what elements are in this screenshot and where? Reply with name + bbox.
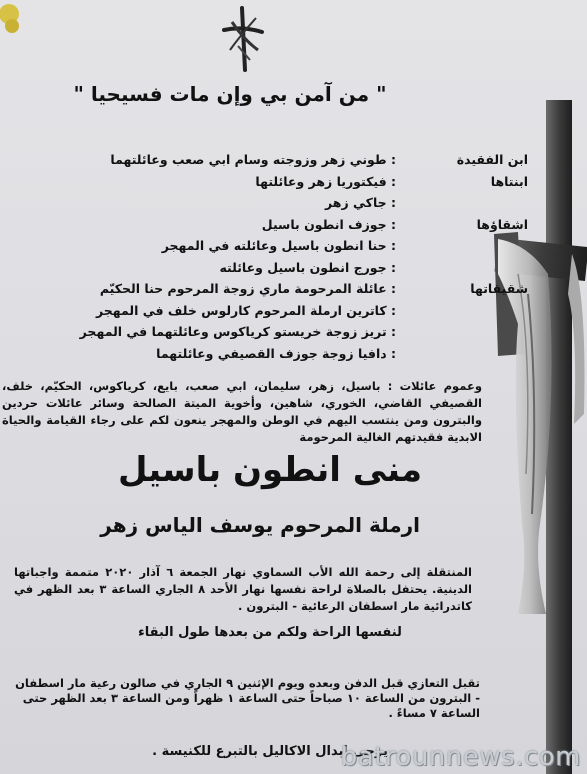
cross-with-cloth-image (488, 94, 587, 774)
family-entry: : جورج انطون باسيل وعائلته (219, 259, 396, 275)
watermark: batrounnews.com (340, 742, 581, 772)
family-entry: : تريز زوجة خريستو كرياكوس وعائلتهما في المهجر (79, 324, 396, 339)
pin-icon (0, 0, 22, 36)
family-entry: : دافيا زوجة جوزف القصيفي وعائلتهما (156, 345, 396, 361)
family-entry: : فيكتوريا زهر وعائلتها (255, 173, 396, 189)
family-entry: : جاكي زهر (325, 195, 396, 210)
family-entry: : حنا انطون باسيل وعائلته في المهجر (161, 238, 396, 253)
family-label: اشقاؤها (476, 216, 528, 232)
family-label: شقيقاتها (470, 281, 528, 296)
widow-line: ارملة المرحوم يوسف الياس زهر (100, 513, 420, 537)
crucifix-icon (218, 6, 268, 72)
family-entry: : عائلة المرحومة ماري زوجة المرحوم حنا الحكيّم (99, 281, 396, 296)
deceased-name: منى انطون باسيل (117, 450, 423, 490)
funeral-paragraph: المنتقلة إلى رحمة الله الأب السماوي نهار الجمعة ٦ آذار ٢٠٢٠ متممة واجباتها الدينية. يحتفل بالصلاة لراحة نفسها نهار الأحد ٨ الجاري الساعة ٣ بعد الظهر في كاتدرائية مار اسطفان الرعائية - البترون . (14, 565, 472, 613)
condolences-paragraph: تقبل التعازي قبل الدفن وبعده ويوم الإثنين ٩ الجاري في صالون رعية مار اسطفان - البترون من الساعة ١٠ صباحاً حتى الساعة ١ ظهراً ومن الساعة ٣ بعد الظهر حتى الساعة ٧ مساءً . (15, 676, 480, 720)
relatives-paragraph: وعموم عائلات : باسيل، زهر، سليمان، ابي صعب، بايع، كرياكوس، الحكيّم، خلف، القصيفي القاضي، الخوري، شاهين، وأخوية الميتة الصالحة وسائر عائلات حردين والبترون ومن ينتسب اليهم في الوطن والمهجر ينعون لكم على رجاء القيامة والحياة الابدية فقيدتهم الغالية المرحومة (2, 379, 482, 444)
family-entry: : طوني زهر وزوجته وسام ابي صعب وعائلتهما (110, 152, 396, 167)
header-quote: " من آمن بي وإن مات فسيحيا " (73, 82, 387, 106)
prayer-line: لنفسها الراحة ولكم من بعدها طول البقاء (138, 625, 402, 640)
family-label: ابنتاها (490, 173, 528, 189)
family-entry: : كاترين ارملة المرحوم كارلوس خلف في المهجر (95, 302, 396, 318)
family-entry: : جوزف انطون باسيل (261, 216, 396, 232)
donation-line: يرجى ابدال الاكاليل بالتبرع للكنيسة . (152, 744, 388, 759)
family-label: ابن الفقيدة (456, 152, 528, 167)
